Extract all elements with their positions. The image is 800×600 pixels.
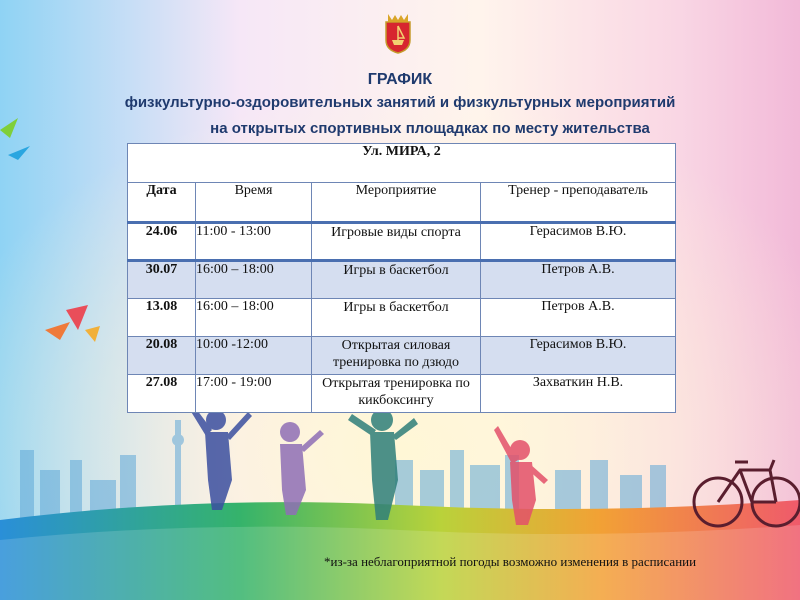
row-time: 10:00 -12:00: [196, 337, 312, 375]
row-date: 13.08: [128, 299, 196, 337]
row-time: 16:00 – 18:00: [196, 299, 312, 337]
row-time: 17:00 - 19:00: [196, 375, 312, 413]
column-header-date: Дата: [128, 183, 196, 223]
row-coach: Петров А.В.: [481, 299, 676, 337]
row-coach: Герасимов В.Ю.: [481, 337, 676, 375]
table-row: [128, 223, 676, 261]
row-event: Открытая тренировка по кикбоксингу: [312, 375, 481, 413]
row-coach: Петров А.В.: [481, 261, 676, 299]
column-header-time: Время: [196, 183, 312, 223]
row-date: 30.07: [128, 261, 196, 299]
column-header-event: Мероприятие: [312, 183, 481, 223]
row-event: Игры в баскетбол: [312, 299, 481, 337]
row-time: 11:00 - 13:00: [196, 223, 312, 261]
page-title: ГРАФИК: [367, 71, 433, 88]
weather-footnote: *из-за неблагоприятной погоды возможно изменения в расписании: [324, 554, 697, 569]
table-row: [128, 337, 676, 375]
table-row: [128, 375, 676, 413]
table-header-row: [128, 183, 676, 223]
row-coach: Герасимов В.Ю.: [481, 223, 676, 261]
page-subtitle-line-2: на открытых спортивных площадках по месту жительства: [210, 120, 650, 137]
table-row: [128, 261, 676, 299]
row-event: Открытая силовая тренировка по дзюдо: [312, 337, 481, 375]
table-row: [128, 299, 676, 337]
row-coach: Захваткин Н.В.: [481, 375, 676, 413]
page-subtitle-line-1: физкультурно-оздоровительных занятий и физкультурных мероприятий: [124, 94, 676, 111]
row-time: 16:00 – 18:00: [196, 261, 312, 299]
column-header-coach: Тренер - преподаватель: [481, 183, 676, 223]
row-date: 24.06: [128, 223, 196, 261]
city-coat-of-arms-icon: [382, 12, 414, 54]
row-date: 27.08: [128, 375, 196, 413]
schedule-table: [127, 143, 676, 413]
row-event: Игровые виды спорта: [312, 223, 481, 261]
address-cell: Ул. МИРА, 2: [128, 144, 676, 183]
row-date: 20.08: [128, 337, 196, 375]
row-event: Игры в баскетбол: [312, 261, 481, 299]
address-row: [128, 144, 676, 183]
